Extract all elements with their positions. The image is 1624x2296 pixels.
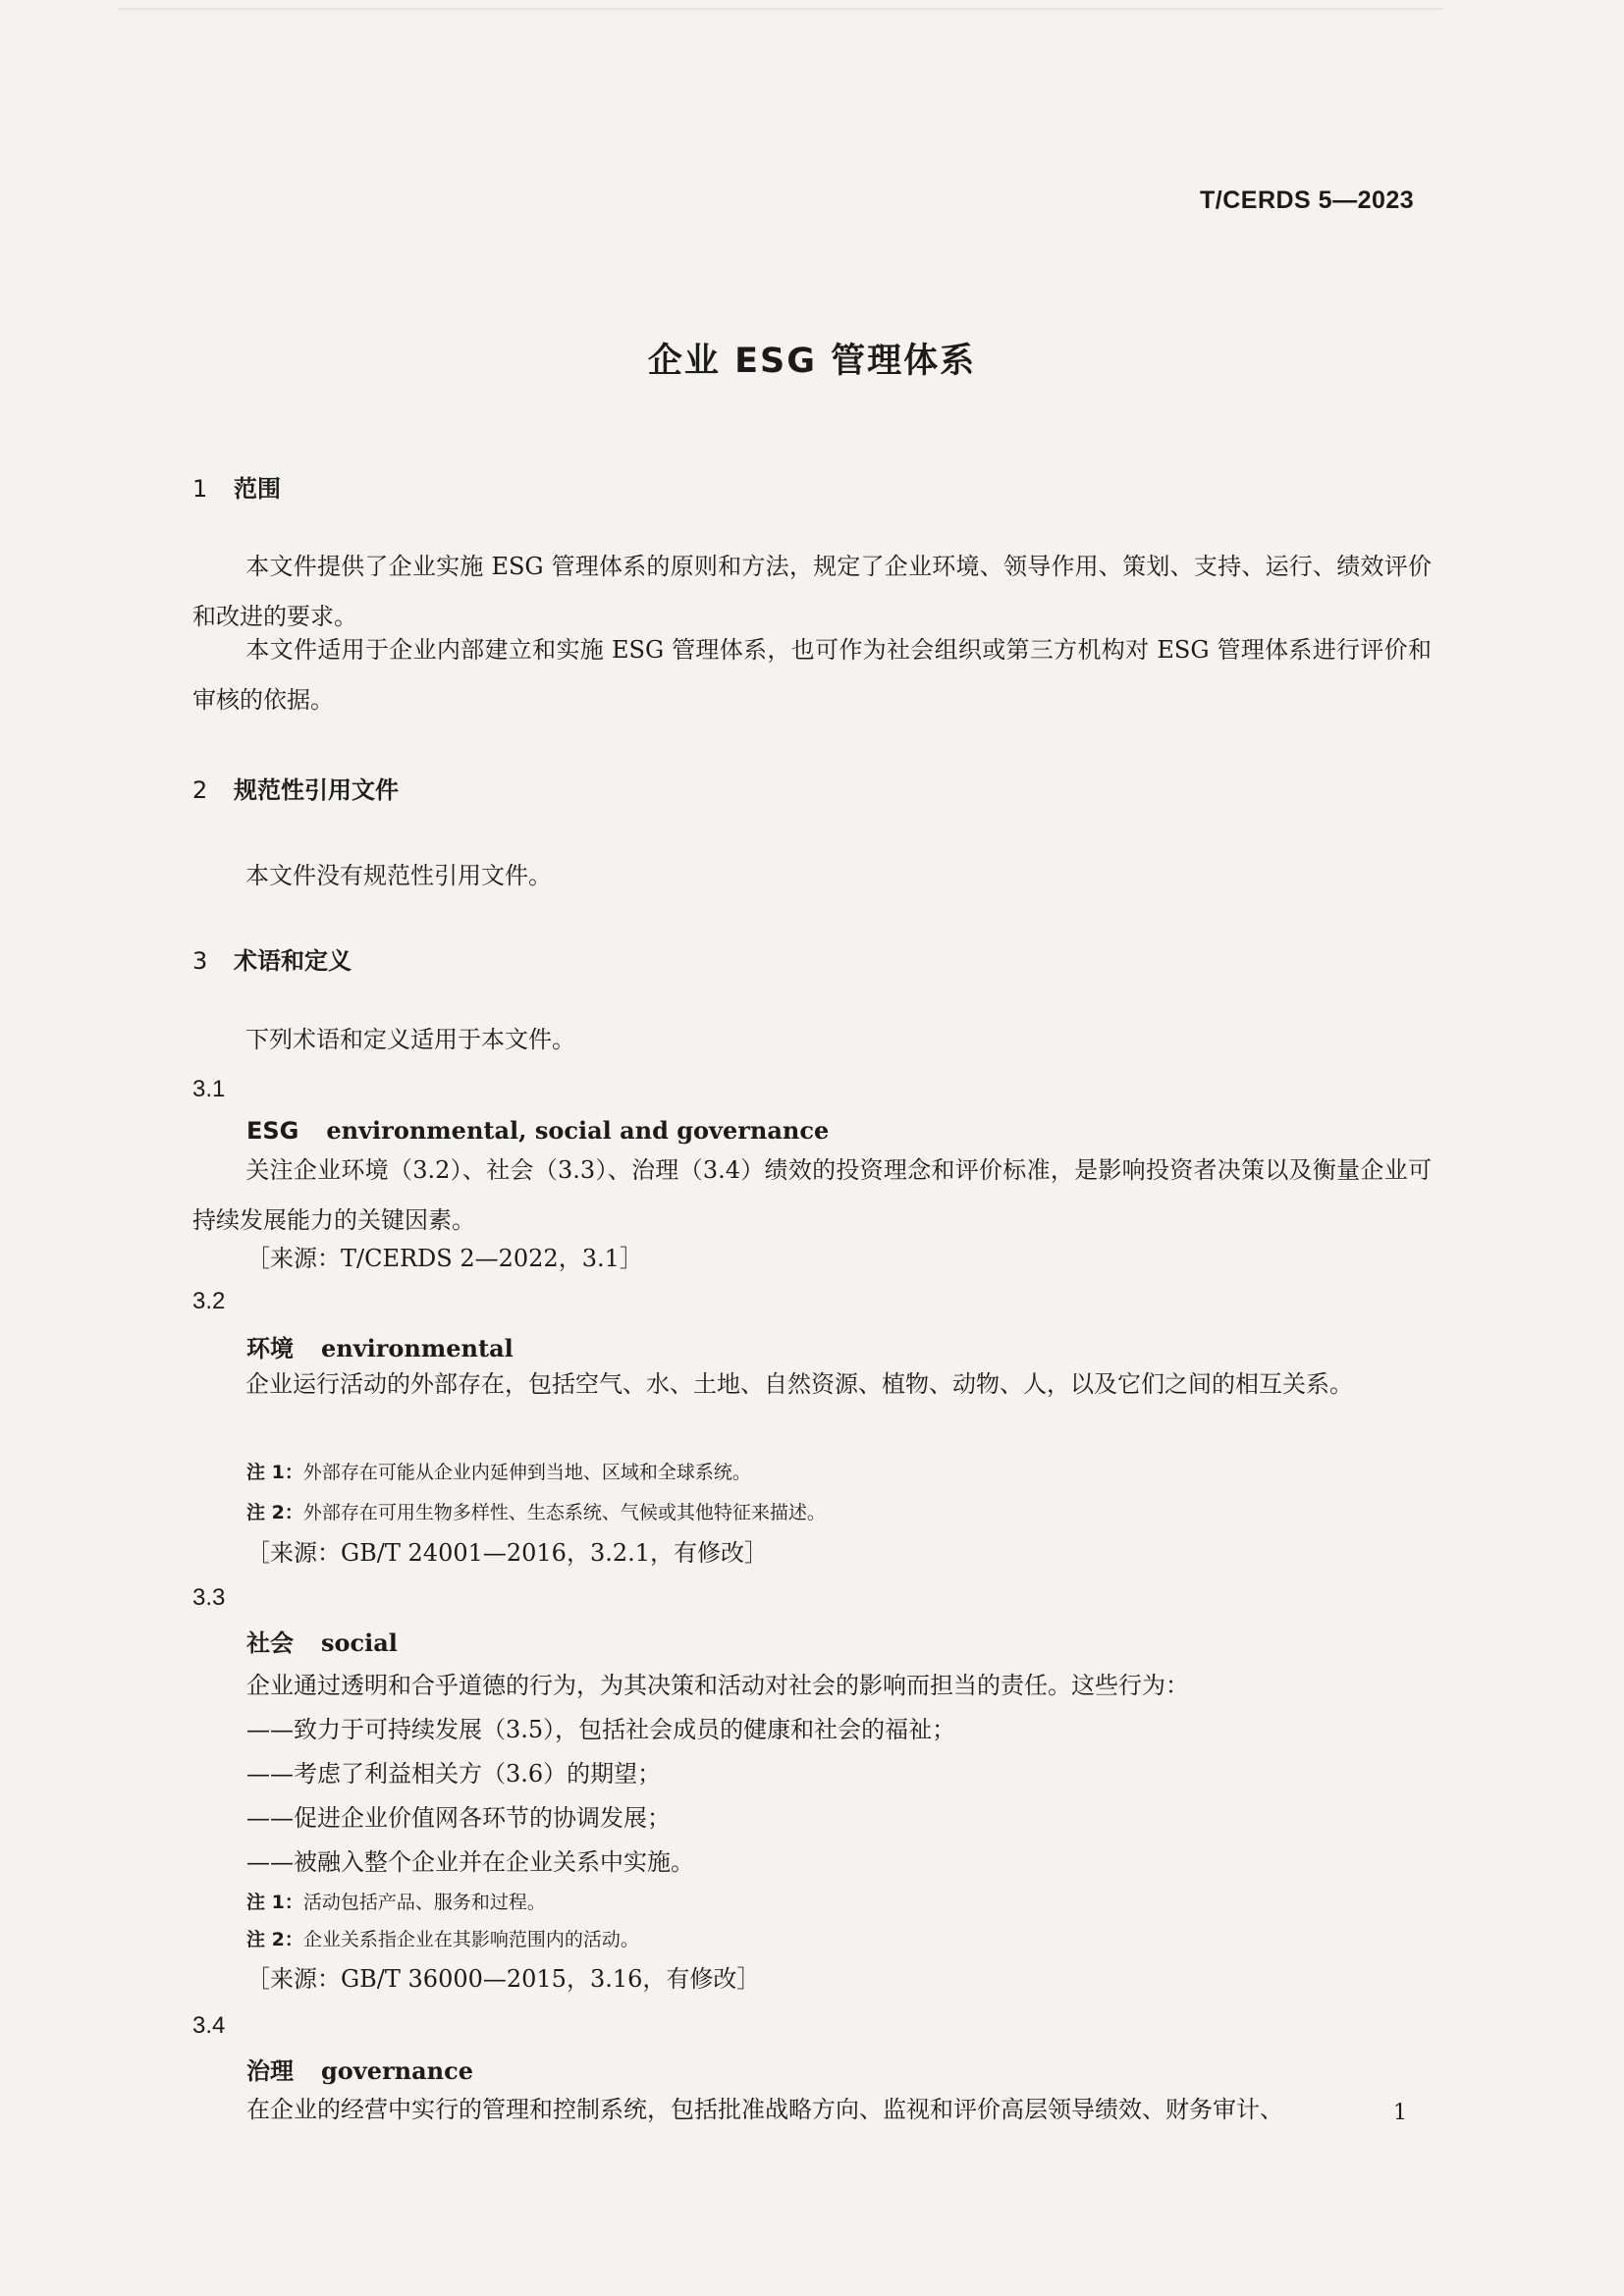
section-heading-1 bbox=[192, 469, 281, 504]
term-note bbox=[246, 1925, 639, 1951]
paragraph-text: 本文件提供了企业实施 ESG 管理体系的原则和方法，规定了企业环境、领导作用、策划、支持、运行、绩效评价和改进的要求。 bbox=[192, 553, 1432, 630]
list-item: ——致力于可持续发展（3.5），包括社会成员的健康和社会的福祉； bbox=[246, 1716, 956, 1743]
paragraph-text: 本文件适用于企业内部建立和实施 ESG 管理体系，也可作为社会组织或第三方机构对 ESG 管理体系进行评价和审核的依据。 bbox=[192, 636, 1432, 714]
scan-edge-line bbox=[118, 8, 1443, 10]
term-note bbox=[246, 1498, 826, 1524]
term-source: ［来源：T/CERDS 2—2022，3.1］ bbox=[246, 1245, 643, 1272]
note-label: 注 1： bbox=[246, 1462, 303, 1483]
paragraph bbox=[192, 625, 1432, 725]
note-label: 注 2： bbox=[246, 1502, 303, 1523]
term-zh: 社会 bbox=[246, 1629, 294, 1657]
paragraph bbox=[192, 851, 1432, 901]
note-text: 活动包括产品、服务和过程。 bbox=[302, 1892, 546, 1913]
standard-code: T/CERDS 5—2023 bbox=[1200, 187, 1415, 214]
list-item: ——被融入整个企业并在企业关系中实施。 bbox=[246, 1848, 694, 1876]
term-zh: 治理 bbox=[246, 2057, 294, 2085]
term-source: ［来源：GB/T 36000—2015，3.16，有修改］ bbox=[246, 1965, 761, 1993]
term-number: 3.3 bbox=[192, 1584, 226, 1611]
paragraph-text: 下列术语和定义适用于本文件。 bbox=[245, 1026, 575, 1053]
section-title: 规范性引用文件 bbox=[234, 776, 399, 804]
definition-text: 企业运行活动的外部存在，包括空气、水、土地、自然资源、植物、动物、人，以及它们之间的相互关系。 bbox=[245, 1370, 1353, 1398]
document-title: 企业 ESG 管理体系 bbox=[647, 342, 977, 381]
note-text: 企业关系指企业在其影响范围内的活动。 bbox=[302, 1929, 639, 1950]
term-note bbox=[246, 1458, 751, 1484]
paragraph bbox=[192, 1015, 1432, 1065]
list-item: ——促进企业价值网各环节的协调发展； bbox=[246, 1804, 671, 1832]
list-item: ——考虑了利益相关方（3.6）的期望； bbox=[246, 1760, 662, 1788]
term-en: social bbox=[321, 1629, 398, 1657]
term-definition: 企业通过透明和合乎道德的行为，为其决策和活动对社会的影响而担当的责任。这些行为： bbox=[246, 1672, 1189, 1699]
note-label: 注 1： bbox=[246, 1892, 303, 1913]
term-source: ［来源：GB/T 24001—2016，3.2.1，有修改］ bbox=[246, 1539, 769, 1567]
term-definition bbox=[192, 1360, 1432, 1410]
term-en: environmental, social and governance bbox=[326, 1116, 830, 1145]
term-definition bbox=[192, 1146, 1432, 1246]
term-heading bbox=[246, 1116, 829, 1145]
note-text: 外部存在可用生物多样性、生态系统、气候或其他特征来描述。 bbox=[302, 1502, 826, 1523]
section-title: 范围 bbox=[234, 475, 281, 503]
page-number: 1 bbox=[1393, 2101, 1407, 2125]
term-en: governance bbox=[321, 2056, 473, 2085]
term-zh: 环境 bbox=[246, 1335, 294, 1362]
term-en: environmental bbox=[321, 1334, 514, 1362]
term-heading bbox=[246, 2052, 473, 2086]
term-heading bbox=[246, 1624, 398, 1658]
term-heading bbox=[246, 1329, 514, 1363]
section-title: 术语和定义 bbox=[234, 947, 352, 975]
term-number: 3.4 bbox=[192, 2012, 226, 2039]
section-heading-2 bbox=[192, 771, 399, 805]
term-number: 3.2 bbox=[192, 1288, 226, 1314]
note-label: 注 2： bbox=[246, 1929, 303, 1950]
section-number: 2 bbox=[192, 776, 208, 804]
section-number: 1 bbox=[192, 475, 208, 503]
paragraph-text: 本文件没有规范性引用文件。 bbox=[245, 862, 552, 889]
term-definition: 在企业的经营中实行的管理和控制系统，包括批准战略方向、监视和评价高层领导绩效、财务审计、 bbox=[246, 2096, 1283, 2123]
term-number: 3.1 bbox=[192, 1076, 226, 1102]
note-text: 外部存在可能从企业内延伸到当地、区域和全球系统。 bbox=[302, 1462, 751, 1483]
term-zh: ESG bbox=[246, 1117, 299, 1145]
definition-text: 关注企业环境（3.2）、社会（3.3）、治理（3.4）绩效的投资理念和评价标准，是影响投资者决策以及衡量企业可持续发展能力的关键因素。 bbox=[192, 1156, 1432, 1234]
section-number: 3 bbox=[192, 947, 208, 975]
section-heading-3 bbox=[192, 941, 352, 976]
term-note bbox=[246, 1888, 546, 1914]
